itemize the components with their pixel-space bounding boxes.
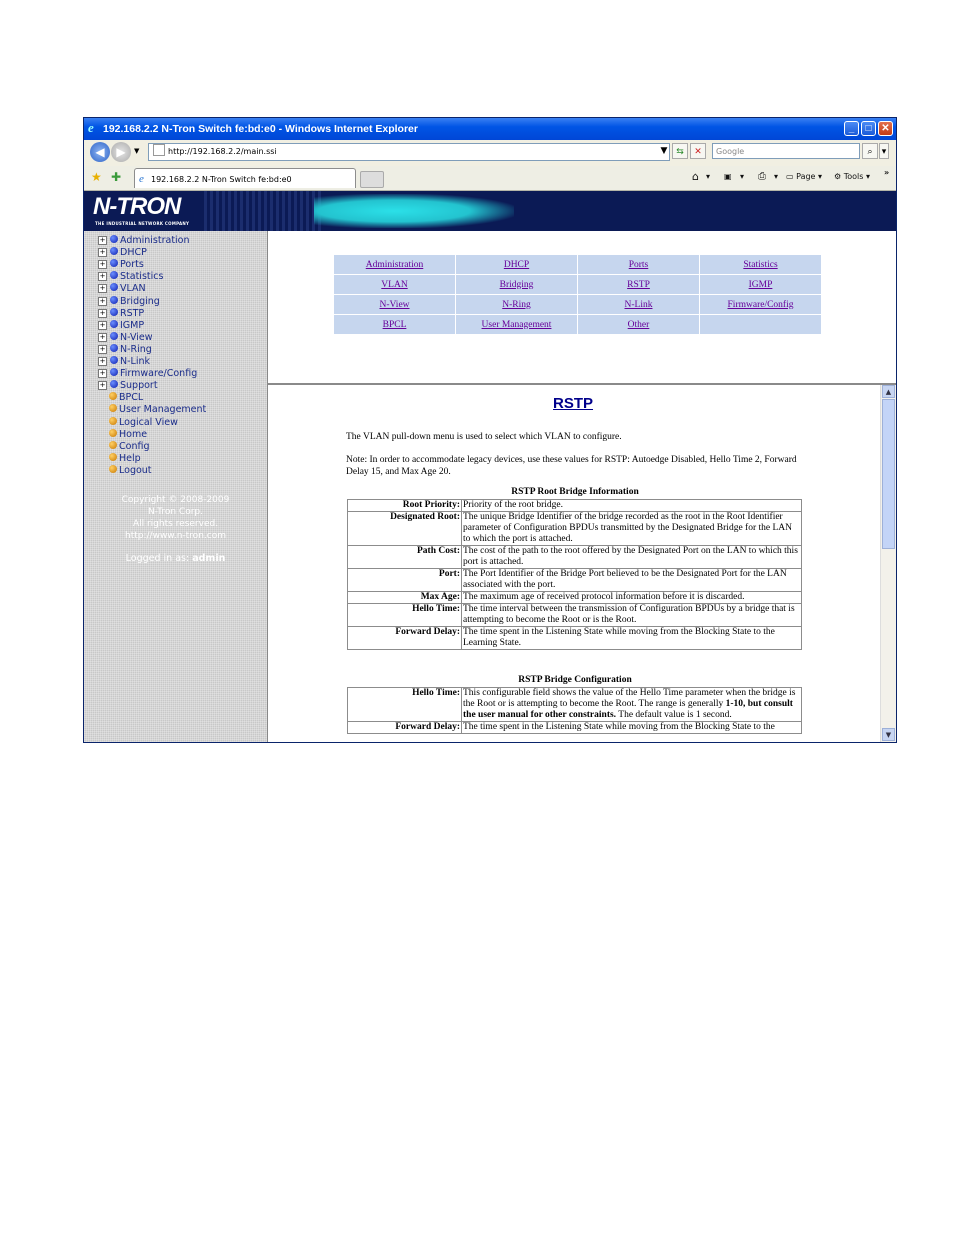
feeds-icon[interactable]: ▣ [724, 172, 732, 181]
menu-cell[interactable] [456, 295, 578, 315]
sidebar-item-label: N-Link [120, 356, 150, 367]
table-row [348, 546, 802, 569]
print-dropdown-icon[interactable]: ▾ [774, 172, 779, 181]
folder-bullet-icon [110, 308, 118, 316]
menu-link[interactable]: Bridging [499, 279, 534, 290]
sidebar-item-label: Statistics [120, 271, 164, 283]
field-description [462, 500, 802, 512]
table-row [348, 627, 802, 650]
menu-link[interactable]: N-Link [624, 299, 653, 310]
description-text: The Port Identifier of the Bridge Port believed to be the Designated Port for the LAN associated with the port. [463, 569, 787, 590]
sidebar-item[interactable] [98, 380, 158, 392]
description-text: The time interval between the transmission of Configuration BPDUs by a bridge that is attempting to become the Root or is the Root. [463, 604, 795, 625]
logo-tagline: THE INDUSTRIAL NETWORK COMPANY [95, 221, 190, 226]
field-name: Max Age: [348, 592, 462, 604]
field-description [462, 592, 802, 604]
page-bullet-icon [109, 453, 117, 461]
sidebar-item-label: Support [120, 380, 158, 392]
add-favorite-icon[interactable]: ✚ [111, 170, 122, 184]
address-input[interactable] [148, 143, 670, 161]
copyright-line: N-Tron Corp. [148, 507, 203, 517]
field-description [462, 569, 802, 592]
sidebar-item-label: Config [119, 440, 150, 452]
window-title: 192.168.2.2 N-Tron Switch fe:bd:e0 - Windows Internet Explorer [103, 123, 418, 135]
folder-bullet-icon [110, 247, 118, 255]
menu-cell[interactable] [578, 295, 700, 315]
logged-in-user: admin [192, 553, 226, 564]
root-info-title: RSTP Root Bridge Information [511, 487, 639, 497]
menu-cell[interactable] [456, 275, 578, 295]
sidebar-item-label: Firmware/Config [120, 368, 198, 380]
field-description [462, 604, 802, 627]
page-bullet-icon [109, 417, 117, 425]
sidebar-item[interactable] [98, 283, 146, 295]
header-banner [84, 191, 896, 231]
favorites-star-icon[interactable]: ★ [91, 170, 102, 184]
description-emphasis: 1-10, but consult the user manual for other constraints. [463, 699, 793, 720]
field-name: Path Cost: [348, 546, 462, 569]
sidebar-item-label: Administration [120, 235, 190, 246]
copyright-line: Copyright © 2008-2009 [121, 495, 230, 505]
banner-pattern [204, 191, 324, 231]
intro-text: The VLAN pull-down menu is used to select which VLAN to configure. [346, 432, 622, 442]
stop-icon[interactable]: ✕ [690, 143, 706, 159]
note-text: Note: In order to accommodate legacy devices, use these values for RSTP: Autoedge Disabled, Hello Time 2, Forward Delay 15, and Max Age 20. [346, 455, 797, 477]
menu-cell[interactable] [456, 315, 578, 335]
field-name: Root Priority: [348, 500, 462, 512]
sidebar-item-label: Ports [120, 259, 144, 271]
sidebar-item[interactable] [98, 344, 152, 356]
description-text: The maximum age of received protocol information before it is discarded. [463, 592, 745, 602]
table-row [348, 512, 802, 546]
table-row [348, 592, 802, 604]
new-tab-button[interactable] [360, 171, 384, 188]
field-name: Hello Time: [348, 604, 462, 627]
page-bullet-icon [109, 392, 117, 400]
history-dropdown-icon[interactable]: ▼ [134, 147, 140, 155]
folder-bullet-icon [110, 320, 118, 328]
field-description [462, 512, 802, 546]
sidebar-item-label: Help [119, 452, 141, 464]
expand-icon[interactable]: + [99, 308, 106, 317]
description-tail: The default value is 1 second. [616, 710, 732, 720]
menu-link[interactable]: N-Ring [502, 299, 531, 310]
page-bullet-icon [109, 441, 117, 449]
sidebar-item[interactable] [98, 235, 190, 247]
expand-icon[interactable]: + [99, 272, 106, 281]
copyright-line: All rights reserved. [132, 519, 219, 529]
menu-link[interactable]: VLAN [381, 279, 408, 290]
sidebar-item[interactable] [98, 392, 143, 404]
sidebar-item[interactable] [98, 308, 144, 320]
expand-icon[interactable]: + [99, 357, 106, 365]
page-icon [153, 144, 165, 156]
expand-icon[interactable]: + [99, 296, 106, 305]
scroll-up-icon[interactable]: ▲ [882, 385, 895, 398]
folder-bullet-icon [110, 368, 118, 376]
top-menu-frame [268, 231, 896, 385]
menu-row [334, 275, 822, 295]
sidebar-item-label: User Management [119, 404, 207, 416]
field-description [462, 546, 802, 569]
sidebar-item[interactable] [98, 465, 152, 477]
menu-link[interactable]: DHCP [503, 259, 530, 270]
folder-bullet-icon [110, 283, 118, 291]
menu-link[interactable]: Statistics [743, 259, 778, 270]
table-row [348, 688, 802, 722]
banner-map-graphic [314, 194, 514, 228]
address-row [84, 140, 896, 167]
tab-active[interactable] [134, 168, 356, 188]
more-tools-icon[interactable]: » [884, 168, 890, 177]
menu-cell[interactable] [334, 255, 456, 275]
page-content [84, 191, 896, 742]
menu-row [334, 295, 822, 315]
menu-cell[interactable] [578, 275, 700, 295]
page-bullet-icon [109, 465, 117, 473]
home-icon[interactable]: ⌂ [692, 170, 699, 183]
description-text: The time spent in the Listening State while moving from the Blocking State to the [463, 722, 775, 732]
forward-button[interactable]: ▶ [111, 142, 131, 162]
field-description [462, 722, 802, 734]
search-icon[interactable]: ⌕ [862, 143, 878, 159]
print-icon[interactable]: ⎙ [758, 171, 766, 182]
sidebar-item[interactable] [98, 247, 147, 259]
expand-icon[interactable]: + [99, 248, 106, 257]
menu-cell[interactable] [700, 255, 822, 275]
sidebar-item[interactable] [98, 429, 147, 441]
page-title: RSTP [553, 395, 594, 412]
vertical-scrollbar[interactable] [880, 385, 896, 742]
menu-link[interactable]: Other [627, 319, 650, 330]
maximize-button[interactable]: □ [861, 121, 876, 136]
menu-cell[interactable] [578, 315, 700, 335]
field-name: Forward Delay: [348, 627, 462, 650]
scroll-down-icon[interactable]: ▼ [882, 728, 895, 741]
sidebar-item[interactable] [98, 356, 150, 368]
folder-bullet-icon [110, 344, 118, 352]
folder-bullet-icon [110, 271, 118, 279]
logged-in-label: Logged in as: [125, 553, 190, 564]
feeds-dropdown-icon[interactable]: ▾ [740, 172, 745, 181]
expand-icon[interactable]: + [99, 332, 106, 341]
menu-link[interactable]: N-View [379, 299, 410, 310]
folder-bullet-icon [110, 235, 118, 243]
sidebar-item[interactable] [98, 320, 144, 332]
description-text: The unique Bridge Identifier of the bridge recorded as the root in the Root Identifier parameter of Configuration BPDUs transmitted by the Designated Bridge for the LAN to which the port is attached. [463, 512, 792, 544]
field-name: Hello Time: [348, 688, 462, 722]
sidebar-item[interactable] [98, 417, 178, 429]
copyright-line: http://www.n-tron.com [125, 531, 226, 541]
help-frame [268, 385, 896, 742]
refresh-icon[interactable]: ⇆ [672, 143, 688, 159]
menu-cell[interactable] [700, 295, 822, 315]
menu-link[interactable]: Administration [365, 259, 424, 270]
title-bar[interactable] [84, 118, 896, 140]
table-row [348, 500, 802, 512]
folder-bullet-icon [110, 332, 118, 340]
menu-cell [700, 315, 822, 335]
sidebar-item-label: Logout [119, 464, 152, 476]
expand-icon[interactable]: + [99, 236, 106, 244]
expand-icon[interactable]: + [99, 320, 106, 329]
sidebar-item[interactable] [98, 404, 206, 416]
sidebar-item[interactable] [98, 453, 141, 465]
search-input[interactable]: Google [712, 143, 860, 159]
menu-link[interactable]: User Management [481, 319, 552, 330]
tools-menu-button[interactable]: ⚙ Tools ▾ [834, 172, 870, 181]
menu-cell[interactable] [334, 295, 456, 315]
bridge-config-table [347, 687, 802, 734]
field-description [462, 688, 802, 722]
table-row [348, 604, 802, 627]
sidebar-item[interactable] [98, 368, 197, 380]
browser-window [83, 117, 897, 743]
search-options-icon[interactable]: ▾ [879, 143, 889, 159]
menu-link[interactable]: Firmware/Config [727, 299, 794, 310]
tab-ie-icon: e [139, 173, 144, 185]
address-text: http://192.168.2.2/main.ssi [168, 147, 277, 156]
folder-bullet-icon [110, 356, 118, 364]
expand-icon[interactable]: + [99, 369, 106, 378]
scroll-thumb[interactable] [882, 399, 895, 549]
root-info-table [347, 499, 802, 650]
folder-bullet-icon [110, 380, 118, 388]
menu-row [334, 255, 822, 275]
tab-row [84, 166, 896, 191]
sidebar-item-label: VLAN [120, 283, 146, 295]
sidebar-item[interactable] [98, 332, 153, 344]
menu-cell[interactable] [456, 255, 578, 275]
sidebar-item-label: RSTP [120, 307, 145, 319]
close-button[interactable]: ✕ [878, 121, 893, 136]
folder-bullet-icon [110, 296, 118, 304]
field-description [462, 627, 802, 650]
folder-bullet-icon [110, 259, 118, 267]
copyright-block [84, 494, 267, 542]
page-bullet-icon [109, 429, 117, 437]
table-row [348, 722, 802, 734]
menu-cell[interactable] [700, 275, 822, 295]
ntron-logo: N-TRON [93, 193, 181, 220]
menu-row [334, 315, 822, 335]
menu-link[interactable]: RSTP [627, 279, 650, 290]
minimize-button[interactable]: _ [844, 121, 859, 136]
logged-in-status [84, 553, 267, 564]
expand-icon[interactable]: + [99, 381, 106, 390]
tab-label: 192.168.2.2 N-Tron Switch fe:bd:e0 [151, 175, 292, 184]
address-dropdown-icon[interactable]: ▼ [660, 146, 668, 156]
sidebar-item-label: Home [119, 428, 148, 440]
expand-icon[interactable]: + [99, 344, 106, 353]
description-text: The cost of the path to the root offered by the Designated Port on the LAN to which this port is attached. [463, 546, 798, 567]
sidebar-item[interactable] [98, 271, 163, 283]
tools-menu-label: Tools [843, 172, 864, 181]
description-text: The time spent in the Listening State while moving from the Blocking State to the Learning State. [463, 627, 775, 648]
sidebar-item-label: DHCP [120, 247, 147, 259]
menu-table [333, 254, 822, 335]
sidebar-item-label: BPCL [119, 392, 144, 404]
sidebar-nav [84, 231, 268, 742]
sidebar-item[interactable] [98, 259, 144, 271]
sidebar-item[interactable] [98, 441, 149, 453]
menu-cell[interactable] [578, 255, 700, 275]
page-bullet-icon [109, 404, 117, 412]
sidebar-item-label: Logical View [119, 416, 178, 428]
field-name: Designated Root: [348, 512, 462, 546]
field-name: Forward Delay: [348, 722, 462, 734]
page-menu-label: Page [796, 172, 816, 181]
description-text: Priority of the root bridge. [463, 500, 563, 510]
ie-logo-icon: e [88, 120, 94, 135]
bridge-config-title: RSTP Bridge Configuration [518, 675, 632, 685]
table-row [348, 569, 802, 592]
field-name: Port: [348, 569, 462, 592]
menu-link[interactable]: Ports [628, 259, 649, 270]
home-dropdown-icon[interactable]: ▾ [706, 172, 711, 181]
page-menu-button[interactable]: ▭ Page ▾ [786, 172, 823, 181]
menu-cell[interactable] [334, 315, 456, 335]
sidebar-item-label: N-Ring [120, 343, 152, 355]
menu-link[interactable]: BPCL [382, 319, 407, 330]
description-text: This configurable field shows the value of the Hello Time parameter when the bridge is the Root or is attempting to become the Root. The range is generally [463, 688, 796, 709]
expand-icon[interactable]: + [99, 284, 106, 293]
sidebar-item-label: IGMP [120, 319, 145, 331]
sidebar-item[interactable] [98, 296, 160, 308]
sidebar-item-label: Bridging [120, 295, 160, 307]
expand-icon[interactable]: + [99, 260, 106, 269]
menu-link[interactable]: IGMP [748, 279, 773, 290]
sidebar-item-label: N-View [120, 331, 153, 343]
menu-cell[interactable] [334, 275, 456, 295]
back-button[interactable]: ◀ [90, 142, 110, 162]
